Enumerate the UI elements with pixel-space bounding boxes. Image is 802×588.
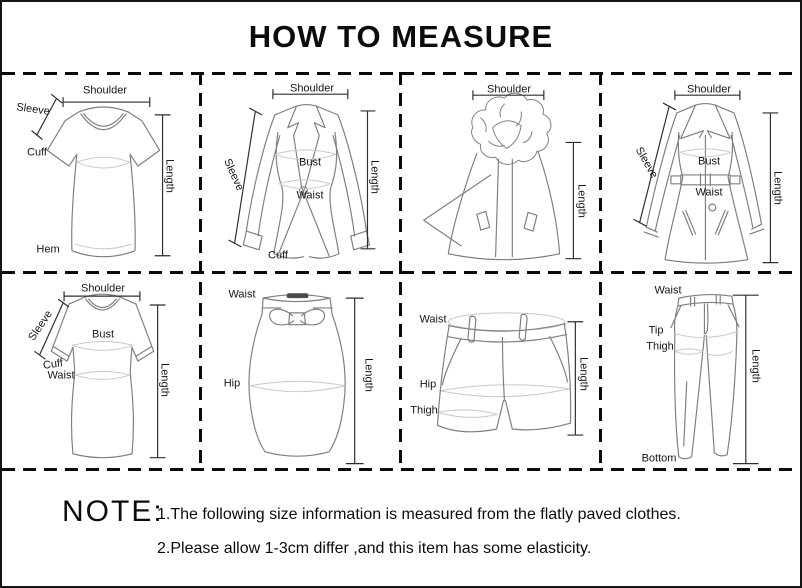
- tshirt-measure-lines: [32, 94, 171, 256]
- fur-coat-length-label: Length: [575, 184, 588, 218]
- panel-tshirt: [2, 75, 199, 270]
- shorts-hip-label: Hip: [419, 378, 437, 391]
- panel-trench-coat: [602, 75, 799, 270]
- skirt-measure-lines: [346, 298, 364, 463]
- tshirt-shoulder-label: Shoulder: [82, 84, 128, 97]
- shorts-illustration: [402, 274, 599, 469]
- blazer-sleeve-label: Sleeve: [221, 156, 246, 193]
- blazer-length-label: Length: [368, 160, 381, 194]
- skirt-hip-label: Hip: [223, 377, 241, 390]
- pants-illustration: [602, 274, 799, 469]
- panel-dress: [2, 274, 199, 469]
- tshirt-sleeve-label: Sleeve: [15, 101, 51, 118]
- pants-tip-label: Tip: [648, 324, 664, 337]
- trench-waist-label: Waist: [695, 186, 723, 199]
- dress-waist-label: Waist: [47, 369, 75, 382]
- skirt-waist-label: Waist: [228, 288, 256, 301]
- blazer-shoulder-label: Shoulder: [289, 82, 335, 95]
- shorts-waist-label: Waist: [419, 313, 447, 326]
- note-line-2: 2.Please allow 1-3cm differ ,and this item has some elasticity.: [157, 540, 592, 557]
- note-heading: NOTE:: [62, 495, 164, 528]
- trench-bust-label: Bust: [697, 155, 721, 168]
- fur-coat-shoulder-label: Shoulder: [486, 83, 532, 96]
- trench-coat-illustration: [602, 75, 799, 270]
- trench-shoulder-label: Shoulder: [686, 83, 732, 96]
- pants-bottom-label: Bottom: [641, 452, 677, 465]
- shorts-thigh-label: Thigh: [410, 404, 438, 417]
- dress-length-label: Length: [158, 363, 171, 397]
- fur-coat-illustration: [402, 75, 599, 270]
- fur-coat-measure-lines: [473, 90, 581, 258]
- trench-length-label: Length: [771, 171, 784, 205]
- tshirt-length-label: Length: [163, 159, 176, 193]
- blazer-bust-label: Bust: [298, 156, 322, 169]
- panel-shorts: [402, 274, 599, 469]
- note-section: [2, 473, 800, 586]
- panel-pants: [602, 274, 799, 469]
- shorts-length-label: Length: [577, 357, 590, 391]
- tshirt-hem-label: Hem: [36, 243, 60, 256]
- tshirt-cuff-label: Cuff: [27, 146, 47, 159]
- page-title: HOW TO MEASURE: [248, 19, 554, 54]
- panel-fur-coat: [402, 75, 599, 270]
- pants-length-label: Length: [749, 349, 762, 383]
- skirt-length-label: Length: [362, 358, 375, 392]
- dress-sleeve-label: Sleeve: [26, 308, 55, 344]
- dress-bust-label: Bust: [91, 328, 115, 341]
- blazer-waist-label: Waist: [296, 189, 324, 202]
- note-line-1: 1.The following size information is measured from the flatly paved clothes.: [157, 506, 681, 523]
- blazer-cuff-label: Cuff: [268, 249, 288, 262]
- trench-sleeve-label: Sleeve: [632, 145, 661, 181]
- dress-shoulder-label: Shoulder: [80, 282, 126, 295]
- panel-skirt: [202, 274, 399, 469]
- pants-thigh-label: Thigh: [646, 340, 674, 353]
- pants-waist-label: Waist: [654, 284, 682, 297]
- panel-blazer: [202, 75, 399, 270]
- dress-cuff-label: Cuff: [42, 357, 64, 372]
